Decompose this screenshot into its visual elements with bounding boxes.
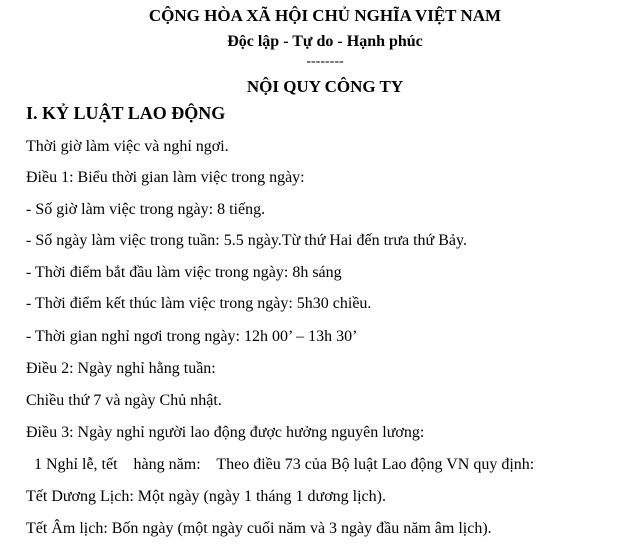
- paragraph: Tết Dương Lịch: Một ngày (ngày 1 tháng 1 dương lịch).: [26, 488, 386, 505]
- paragraph: - Thời điểm kết thúc làm việc trong ngày: 5h30 chiều.: [26, 295, 372, 312]
- section-heading: I. KỶ LUẬT LAO ĐỘNG: [26, 103, 226, 123]
- paragraph: Điều 2: Ngày nghỉ hằng tuần:: [26, 360, 216, 377]
- paragraph: Thời giờ làm việc và nghỉ ngơi.: [26, 138, 229, 155]
- paragraph: - Thời điểm bắt đầu làm việc trong ngày: 8h sáng: [26, 264, 342, 281]
- nation-heading: CỘNG HÒA XÃ HỘI CHỦ NGHĨA VIỆT NAM: [148, 6, 502, 25]
- document-title: NỘI QUY CÔNG TY: [246, 77, 404, 96]
- paragraph: Điều 3: Ngày nghỉ người lao động được hưởng nguyên lương:: [26, 424, 425, 441]
- motto: Độc lập - Tự do - Hạnh phúc: [227, 33, 423, 50]
- paragraph: - Thời gian nghỉ ngơi trong ngày: 12h 00’ – 13h 30’: [26, 328, 358, 345]
- paragraph: 1 Nghỉ lễ, tết hàng năm: Theo điều 73 của Bộ luật Lao động VN quy định:: [26, 456, 535, 473]
- paragraph: Chiều thứ 7 và ngày Chủ nhật.: [26, 392, 222, 409]
- separator: --------: [306, 54, 344, 69]
- paragraph: - Số ngày làm việc trong tuần: 5.5 ngày.Từ thứ Hai đến trưa thứ Bảy.: [26, 232, 467, 249]
- paragraph: - Số giờ làm việc trong ngày: 8 tiếng.: [26, 201, 266, 218]
- paragraph: Tết Âm lịch: Bốn ngày (một ngày cuối năm và 3 ngày đầu năm âm lịch).: [26, 520, 492, 537]
- paragraph: Điều 1: Biểu thời gian làm việc trong ngày:: [26, 169, 305, 186]
